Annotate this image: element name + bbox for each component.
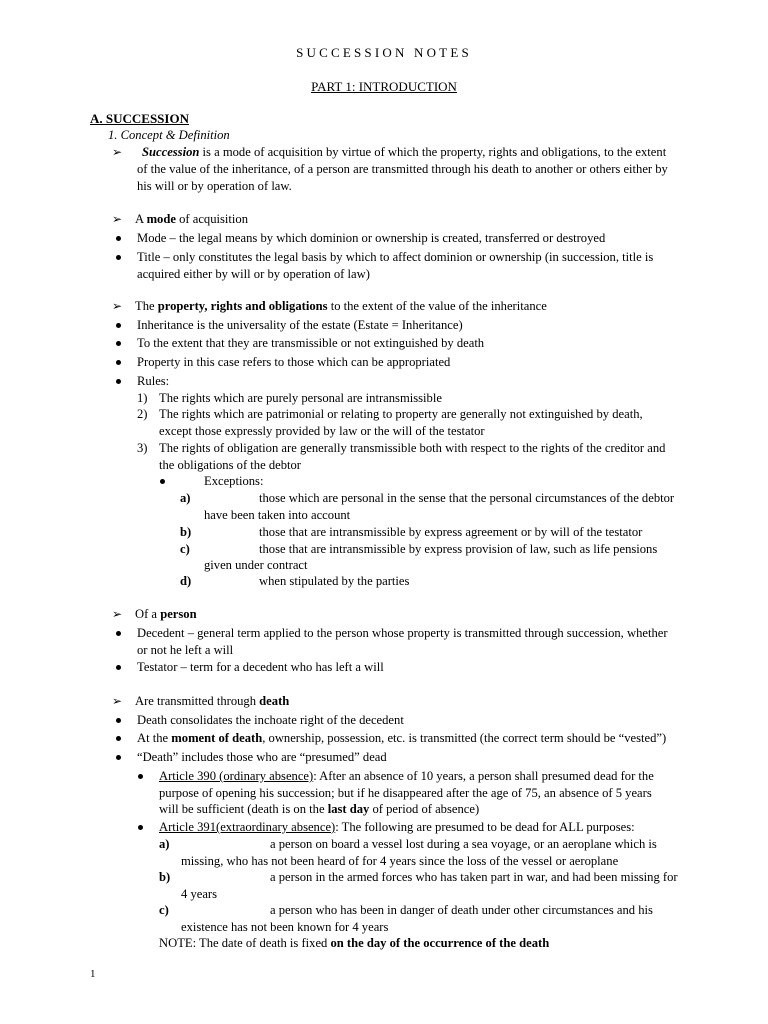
- bullet-icon: [138, 825, 143, 830]
- document-title: SUCCESSION NOTES: [296, 45, 472, 60]
- article-391-letter: b): [159, 870, 171, 884]
- section-heading: A. SUCCESSION: [90, 111, 189, 126]
- exception-c-line-1: those that are intransmissible by express provision of law, such as life pensions: [259, 542, 658, 556]
- article-391-c-line-1: a person who has been in danger of death under other circumstances and his: [270, 903, 653, 917]
- exception-letter: d): [180, 574, 192, 588]
- bullet-icon: [116, 236, 121, 241]
- exception-d-line-1: when stipulated by the parties: [259, 574, 410, 588]
- bullet-icon: [160, 479, 165, 484]
- bullet-icon: [116, 718, 121, 723]
- bullet-icon: [116, 379, 121, 384]
- arrow-bullet-icon: ➢: [112, 212, 123, 226]
- rule-1: The rights which are purely personal are intransmissible: [159, 391, 442, 405]
- person-heading: Of a person: [135, 607, 197, 621]
- exception-letter: a): [180, 491, 191, 505]
- death-bullet-2: At the moment of death, ownership, possession, etc. is transmitted (the correct term should be “vested”): [137, 731, 667, 745]
- article-391-a-line-1: a person on board a vessel lost during a sea voyage, or an aeroplane which is: [270, 837, 657, 851]
- rule-2-line-1: The rights which are patrimonial or relating to property are generally not extinguished by death,: [159, 407, 643, 421]
- death-bullet-3: “Death” includes those who are “presumed” dead: [137, 750, 387, 764]
- death-heading: Are transmitted through death: [135, 694, 290, 708]
- exception-b-line-1: those that are intransmissible by express agreement or by will of the testator: [259, 525, 643, 539]
- rule-number: 3): [137, 441, 148, 455]
- mode-bullet-1: Mode – the legal means by which dominion or ownership is created, transferred or destroyed: [137, 231, 606, 245]
- property-bullet-4: Rules:: [137, 374, 170, 388]
- subsection-heading: 1. Concept & Definition: [108, 128, 230, 142]
- article-391-letter: a): [159, 837, 170, 851]
- person-bullet-1-line-1: Decedent – general term applied to the person whose property is transmitted through succession, whether: [137, 626, 668, 640]
- arrow-bullet-icon: ➢: [112, 694, 123, 708]
- article-391-line-1: Article 391(extraordinary absence): The following are presumed to be dead for ALL purposes:: [159, 820, 635, 834]
- person-bullet-1-line-2: or not he left a will: [137, 643, 234, 657]
- bullet-icon: [116, 631, 121, 636]
- exception-letter: c): [180, 542, 190, 556]
- bullet-icon: [116, 360, 121, 365]
- arrow-bullet-icon: ➢: [112, 299, 123, 313]
- article-391-b-line-1: a person in the armed forces who has taken part in war, and had been missing for: [270, 870, 678, 884]
- arrow-bullet-icon: ➢: [112, 607, 123, 621]
- rule-3-line-2: the obligations of the debtor: [159, 458, 301, 472]
- definition-line-3: his will or by operation of law.: [137, 179, 292, 193]
- bullet-icon: [116, 323, 121, 328]
- mode-heading: A mode of acquisition: [135, 212, 249, 226]
- bullet-icon: [116, 255, 121, 260]
- mode-bullet-2-line-2: acquired either by will or by operation of law): [137, 267, 370, 281]
- mode-bullet-2-line-1: Title – only constitutes the legal basis by which to affect dominion or ownership (in succession, title is: [137, 250, 654, 264]
- exception-letter: b): [180, 525, 192, 539]
- property-bullet-2: To the extent that they are transmissible or not extinguished by death: [137, 336, 485, 350]
- article-390-line-2: purpose of opening his succession; but if he disappeared after the age of 75, an absence of 5 years: [159, 786, 652, 800]
- property-bullet-1: Inheritance is the universality of the estate (Estate = Inheritance): [137, 318, 463, 332]
- exceptions-label: Exceptions:: [204, 474, 264, 488]
- exception-a-line-2: have been taken into account: [204, 508, 351, 522]
- bullet-icon: [116, 736, 121, 741]
- rule-3-line-1: The rights of obligation are generally transmissible both with respect to the rights of the creditor and: [159, 441, 666, 455]
- article-391-a-line-2: missing, who has not been heard of for 4 years since the loss of the vessel or aeroplane: [181, 854, 619, 868]
- property-bullet-3: Property in this case refers to those which can be appropriated: [137, 355, 451, 369]
- arrow-bullet-icon: ➢: [112, 145, 123, 159]
- rule-number: 2): [137, 407, 148, 421]
- part-heading: PART 1: INTRODUCTION: [311, 79, 457, 94]
- person-bullet-2: Testator – term for a decedent who has left a will: [137, 660, 384, 674]
- definition-line-1: Succession is a mode of acquisition by virtue of which the property, rights and obligations, to the extent: [142, 145, 667, 159]
- bullet-icon: [116, 341, 121, 346]
- bullet-icon: [116, 755, 121, 760]
- bullet-icon: [116, 665, 121, 670]
- property-heading: The property, rights and obligations to the extent of the value of the inheritance: [135, 299, 547, 313]
- bullet-icon: [138, 774, 143, 779]
- page-number: 1: [90, 968, 96, 980]
- rule-2-line-2: except those expressly provided by law or the will of the testator: [159, 424, 485, 438]
- article-390-line-1: Article 390 (ordinary absence): After an absence of 10 years, a person shall presumed dead for the: [159, 769, 654, 783]
- article-391-b-line-2: 4 years: [181, 887, 218, 901]
- exception-c-line-2: given under contract: [204, 558, 308, 572]
- article-391-c-line-2: existence has not been known for 4 years: [181, 920, 389, 934]
- exception-a-line-1: those which are personal in the sense that the personal circumstances of the debtor: [259, 491, 675, 505]
- article-391-letter: c): [159, 903, 169, 917]
- rule-number: 1): [137, 391, 148, 405]
- death-bullet-1: Death consolidates the inchoate right of the decedent: [137, 713, 404, 727]
- article-390-line-3: will be sufficient (death is on the last day of period of absence): [159, 802, 480, 816]
- note-line: NOTE: The date of death is fixed on the day of the occurrence of the death: [159, 936, 550, 950]
- definition-line-2: of the value of the inheritance, of a person are transmitted through his death to another or others either by: [137, 162, 668, 176]
